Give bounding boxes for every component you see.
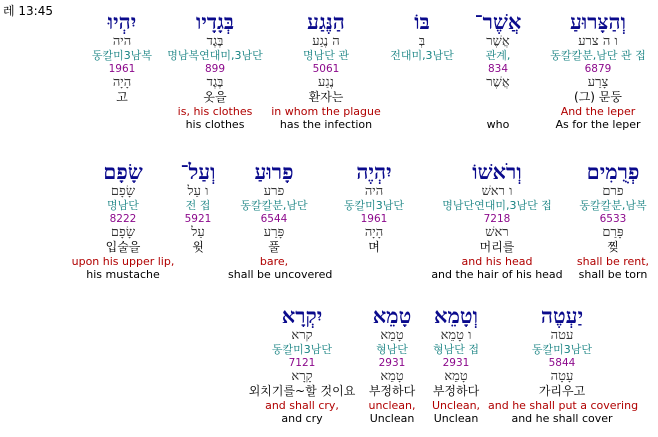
english-gloss-kjv: in whom the plague bbox=[271, 105, 381, 118]
morphology: 전대미,3남단 bbox=[390, 49, 454, 62]
korean-gloss: 풀 bbox=[268, 240, 280, 254]
english-gloss-kjv: and shall cry, bbox=[265, 399, 339, 412]
word-column[interactable] bbox=[84, 10, 160, 131]
korean-gloss: 옷을 bbox=[203, 90, 227, 104]
korean-gloss bbox=[460, 90, 536, 105]
hebrew-root: בֶּגֶד bbox=[206, 34, 224, 49]
strong-number[interactable]: 1961 bbox=[108, 63, 136, 75]
strong-number[interactable]: 899 bbox=[204, 63, 226, 75]
english-gloss-alt: and the hair of his head bbox=[431, 268, 563, 281]
hebrew-root: ו טָמֵא bbox=[440, 328, 472, 343]
english-gloss-alt bbox=[172, 268, 224, 281]
strong-number[interactable]: 6879 bbox=[584, 63, 612, 75]
hebrew-word: שָׂפָם bbox=[103, 159, 143, 184]
morphology: 동칼미3남단 bbox=[271, 343, 333, 356]
english-gloss-kjv bbox=[84, 105, 160, 118]
english-gloss-alt: shall be torn bbox=[578, 268, 648, 281]
strong-number[interactable]: 6544 bbox=[260, 213, 288, 225]
morphology: 관계, bbox=[485, 49, 511, 62]
english-gloss-kjv: upon his upper lip, bbox=[71, 255, 175, 268]
english-gloss-alt: his clothes bbox=[185, 118, 245, 131]
hebrew-root: פרם bbox=[602, 184, 624, 199]
english-gloss-alt bbox=[84, 118, 160, 131]
word-column[interactable] bbox=[570, 160, 656, 281]
morphology: 동칼미3남단 bbox=[343, 199, 405, 212]
lexeme: הָיָה bbox=[364, 225, 384, 240]
english-gloss-alt bbox=[388, 118, 456, 131]
lexeme: פָּרַם bbox=[602, 225, 624, 240]
english-gloss-kjv bbox=[460, 105, 536, 118]
english-gloss-kjv: Unclean, bbox=[431, 399, 481, 412]
strong-number[interactable]: 1961 bbox=[360, 213, 388, 225]
english-gloss-alt bbox=[326, 268, 422, 281]
strong-number[interactable]: 2931 bbox=[378, 357, 406, 369]
morphology: 형남단 bbox=[376, 343, 408, 356]
lexeme: עַל bbox=[191, 225, 205, 240]
lexeme: פָּרַע bbox=[263, 225, 285, 240]
lexeme: טָמֵא bbox=[444, 369, 468, 384]
korean-gloss: 외치기를~할 것이요 bbox=[248, 384, 356, 398]
strong-number[interactable]: 834 bbox=[487, 63, 509, 75]
lexeme: עָטָה bbox=[550, 369, 574, 384]
word-column[interactable] bbox=[388, 10, 456, 131]
hebrew-root: ה נֶגַע bbox=[312, 34, 340, 49]
english-gloss-alt: and cry bbox=[281, 412, 323, 425]
hebrew-root: קרא bbox=[291, 328, 313, 343]
hebrew-root: ו ראשׁ bbox=[481, 184, 513, 199]
hebrew-word: יַעְטֶה bbox=[540, 303, 584, 328]
morphology: 동칼칼분,남단 bbox=[240, 199, 308, 212]
lexeme: אֲשֶׁר bbox=[486, 75, 510, 90]
word-column[interactable] bbox=[326, 160, 422, 281]
lexeme: ראשׁ bbox=[485, 225, 509, 240]
hebrew-root: פרע bbox=[263, 184, 285, 199]
korean-gloss: 찢 bbox=[607, 240, 619, 254]
english-gloss-kjv: And the leper bbox=[560, 105, 636, 118]
english-gloss-alt: Unclean bbox=[369, 412, 415, 425]
hebrew-root: בְּ bbox=[418, 34, 426, 49]
korean-gloss: 가리우고 bbox=[538, 384, 586, 398]
korean-gloss: 며 bbox=[368, 240, 380, 254]
hebrew-word: וְרֹאשׁוֹ bbox=[472, 159, 522, 184]
verse-reference: 레 13:45 bbox=[3, 4, 53, 18]
english-gloss-kjv bbox=[172, 255, 224, 268]
strong-number[interactable]: 5844 bbox=[548, 357, 576, 369]
word-column[interactable] bbox=[228, 159, 333, 281]
hebrew-word: בְּגָדָיו bbox=[195, 9, 235, 34]
hebrew-word: הַנֶּגַע bbox=[307, 9, 345, 34]
korean-gloss: 입술을 bbox=[105, 240, 141, 254]
english-gloss-kjv bbox=[388, 105, 456, 118]
morphology: 동칼미3남복 bbox=[91, 49, 153, 62]
morphology: 명남단연대미,3남단 접 bbox=[442, 199, 552, 212]
strong-number[interactable]: 5921 bbox=[184, 213, 212, 225]
morphology: 동칼칼분,남복 bbox=[579, 199, 647, 212]
strong-number[interactable]: 5061 bbox=[312, 63, 340, 75]
hebrew-root: ו עַל bbox=[187, 184, 209, 199]
hebrew-root: אֲשֶׁר bbox=[486, 34, 510, 49]
hebrew-root: היה bbox=[112, 34, 132, 49]
english-gloss-alt: shall be uncovered bbox=[228, 268, 333, 281]
english-gloss-kjv bbox=[326, 255, 422, 268]
lexeme: קָרָא bbox=[291, 369, 313, 384]
strong-number[interactable]: 7121 bbox=[288, 357, 316, 369]
word-column[interactable] bbox=[246, 304, 358, 425]
lexeme: הָיָה bbox=[112, 75, 132, 90]
korean-gloss: 부정하다 bbox=[432, 384, 480, 398]
morphology: 동칼미3남단 bbox=[531, 343, 593, 356]
lexeme: טָמֵא bbox=[380, 369, 404, 384]
english-gloss-kjv: unclean, bbox=[368, 399, 416, 412]
word-column[interactable] bbox=[488, 303, 639, 425]
hebrew-word: יִהְיוּ bbox=[107, 9, 137, 34]
word-column[interactable] bbox=[172, 160, 224, 281]
english-gloss-kjv: and his head bbox=[461, 255, 533, 268]
lexeme: נֶגַע bbox=[318, 75, 334, 90]
korean-gloss: 환자는 bbox=[308, 90, 344, 104]
word-column[interactable] bbox=[540, 10, 656, 131]
hebrew-root: שָׂפָם bbox=[110, 184, 136, 199]
korean-gloss: 윗 bbox=[192, 240, 204, 254]
hebrew-word: אֲשֶׁר־ bbox=[474, 9, 522, 34]
hebrew-word: וְעַל־ bbox=[180, 159, 216, 184]
hebrew-word: יִקְרָא bbox=[281, 303, 323, 328]
hebrew-word: פְרֻמִים bbox=[586, 159, 640, 184]
korean-gloss: 부정하다 bbox=[368, 384, 416, 398]
morphology: 명남단 bbox=[107, 199, 139, 212]
english-gloss-kjv: shall be rent, bbox=[576, 255, 650, 268]
hebrew-root: ו ה צרע bbox=[578, 34, 618, 49]
hebrew-word: וְהַצָּרוּעַ bbox=[569, 9, 627, 34]
strong-number[interactable]: 8222 bbox=[109, 213, 137, 225]
lexeme bbox=[388, 75, 456, 90]
english-gloss-alt: his mustache bbox=[86, 268, 160, 281]
lexeme: שָׂפָם bbox=[110, 225, 136, 240]
morphology: 형남단 접 bbox=[432, 343, 479, 356]
word-column[interactable] bbox=[268, 10, 384, 131]
english-gloss-alt: has the infection bbox=[279, 118, 373, 131]
strong-number[interactable]: 7218 bbox=[483, 213, 511, 225]
hebrew-word: פָרוּעַ bbox=[254, 159, 294, 184]
hebrew-root: טָמֵא bbox=[380, 328, 404, 343]
morphology: 명남복연대미,3남단 bbox=[167, 49, 263, 62]
hebrew-word: וְטָמֵא bbox=[434, 303, 478, 328]
word-column[interactable] bbox=[428, 160, 566, 281]
strong-number[interactable]: 2931 bbox=[442, 357, 470, 369]
word-column[interactable] bbox=[460, 10, 536, 131]
english-gloss-alt: Unclean bbox=[433, 412, 479, 425]
morphology: 전 접 bbox=[185, 199, 211, 212]
strong-number[interactable]: 6533 bbox=[599, 213, 627, 225]
hebrew-word: בּוֹ bbox=[414, 9, 430, 34]
hebrew-word: יִהְיֶה bbox=[356, 159, 392, 184]
hebrew-root: עטה bbox=[550, 328, 574, 343]
korean-gloss: (그) 문둥 bbox=[574, 90, 622, 104]
strong-number[interactable] bbox=[388, 63, 456, 75]
english-gloss-alt: who bbox=[486, 118, 510, 131]
lexeme: בֶּגֶד bbox=[206, 75, 224, 90]
english-gloss-alt: As for the leper bbox=[555, 118, 641, 131]
korean-gloss: 고 bbox=[116, 90, 128, 104]
word-column[interactable] bbox=[166, 10, 264, 131]
word-column[interactable] bbox=[426, 304, 486, 425]
lexeme: צָרַע bbox=[587, 75, 609, 90]
korean-gloss bbox=[388, 90, 456, 105]
english-gloss-alt: and he shall cover bbox=[511, 412, 613, 425]
korean-gloss: 머리를 bbox=[479, 240, 515, 254]
hebrew-word: טָמֵא bbox=[372, 303, 412, 328]
morphology: 명남단 관 bbox=[302, 49, 349, 62]
word-column[interactable] bbox=[68, 160, 178, 281]
english-gloss-kjv: and he shall put a covering bbox=[488, 399, 639, 412]
english-gloss-kjv: is, his clothes bbox=[177, 105, 253, 118]
english-gloss-kjv: bare, bbox=[259, 255, 289, 268]
morphology: 동칼칼분,남단 관 접 bbox=[550, 49, 646, 62]
word-column[interactable] bbox=[362, 304, 422, 425]
hebrew-root: היה bbox=[364, 184, 384, 199]
